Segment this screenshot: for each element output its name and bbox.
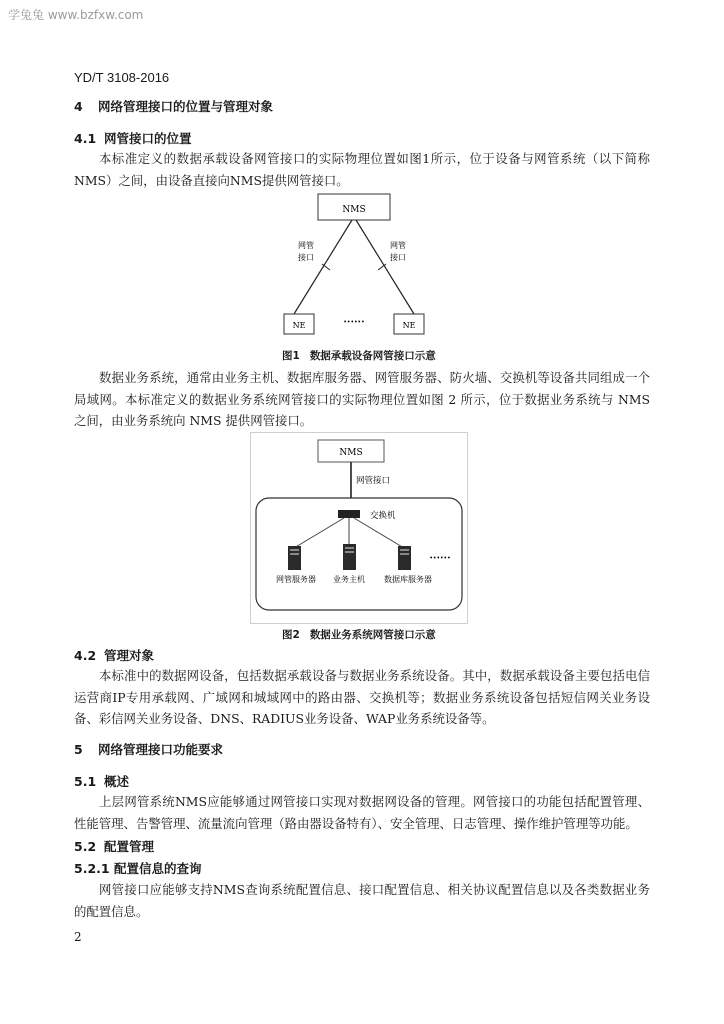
ne-label-left: NE: [292, 321, 306, 330]
standard-code: YD/T 3108-2016: [74, 70, 170, 85]
paragraph-1: 本标准定义的数据承载设备网管接口的实际物理位置如图1所示，位于设备与网管系统（以下简称NMS）之间，由设备直接向NMS提供网管接口。: [74, 151, 650, 188]
heading-title: 配置管理: [104, 839, 155, 854]
heading-title: 概述: [104, 774, 130, 789]
figure-title: 数据承载设备网管接口示意: [309, 350, 436, 362]
iface-label-right-1: 网管: [390, 241, 406, 250]
heading-number: 5: [74, 742, 83, 757]
server3-label: 数据库服务器: [384, 575, 432, 584]
figure-2-diagram: [250, 432, 468, 624]
link-right: [356, 220, 414, 314]
heading-title: 管理对象: [104, 648, 155, 663]
iface-label: 网管接口: [356, 476, 391, 486]
nms-label: NMS: [339, 448, 363, 458]
heading-4-2: [74, 646, 154, 664]
watermark: 学兔兔 www.bzfxw.com: [8, 8, 144, 22]
ne-label-right: NE: [402, 321, 416, 330]
figure-1-caption: [282, 348, 436, 363]
heading-number: 5.2: [74, 839, 97, 854]
figure-number: 图1: [282, 350, 300, 362]
heading-number: 4.2: [74, 648, 97, 663]
heading-number: 5.1: [74, 774, 97, 789]
heading-4-1: [74, 129, 192, 147]
iface-label-left-2: 接口: [298, 253, 314, 262]
more-devices-dots: ••••••: [429, 555, 451, 562]
heading-title: 网络管理接口的位置与管理对象: [98, 99, 274, 114]
heading-title: 网络管理接口功能要求: [98, 742, 224, 757]
figure-2-caption: [282, 627, 436, 642]
nms-label: NMS: [342, 205, 366, 215]
link-left: [294, 220, 352, 314]
iface-label-left-1: 网管: [298, 241, 314, 250]
server2-label: 业务主机: [333, 575, 365, 584]
server-icon-2: [343, 544, 356, 570]
paragraph-3: 本标准中的数据网设备，包括数据承载设备与数据业务系统设备。其中，数据承载设备主要包括电信运营商IP专用承载网、广域网和城域网中的路由器、交换机等；数据业务系统设备包括短信网关业务设备、彩信网关业务设备、DNS、RADIUS业务设备、WAP业务系统设备等。: [74, 668, 650, 726]
heading-5-1: [74, 772, 129, 790]
heading-5-2: [74, 837, 154, 855]
paragraph-5: 网管接口应能够支持NMS查询系统配置信息、接口配置信息、相关协议配置信息以及各类数据业务的配置信息。: [74, 882, 650, 919]
paragraph-4: 上层网管系统NMS应能够通过网管接口实现对数据网设备的管理。网管接口的功能包括配置管理、性能管理、告警管理、流量流向管理（路由器设备特有）、安全管理、日志管理、操作维护管理等功能。: [74, 794, 650, 831]
page-number: 2: [74, 930, 82, 944]
figure-title: 数据业务系统网管接口示意: [309, 629, 436, 641]
heading-5: [74, 740, 223, 758]
server1-label: 网管服务器: [276, 575, 316, 584]
heading-number: 4.1: [74, 131, 97, 146]
paragraph-2: 数据业务系统，通常由业务主机、数据库服务器、网管服务器、防火墙、交换机等设备共同组成一个局域网。本标准定义的数据业务系统网管接口的实际物理位置如图 2 所示，位于数据业务系统与 NMS 之间，由业务系统向 NMS 提供网管接口。: [74, 370, 650, 428]
heading-title: 配置信息的查询: [114, 861, 202, 876]
switch-label: 交换机: [370, 511, 396, 521]
server-icon-3: [398, 546, 411, 570]
iface-label-right-2: 接口: [390, 253, 406, 262]
server-icon-1: [288, 546, 301, 570]
heading-4: [74, 97, 273, 115]
figure-number: 图2: [282, 629, 300, 641]
more-devices-dots: ••••••: [343, 319, 365, 326]
figure-1-diagram: [270, 188, 460, 340]
heading-5-2-1: [74, 859, 202, 877]
switch-icon: [338, 510, 360, 518]
heading-number: 5.2.1: [74, 861, 110, 876]
heading-title: 网管接口的位置: [104, 131, 192, 146]
heading-number: 4: [74, 99, 83, 114]
